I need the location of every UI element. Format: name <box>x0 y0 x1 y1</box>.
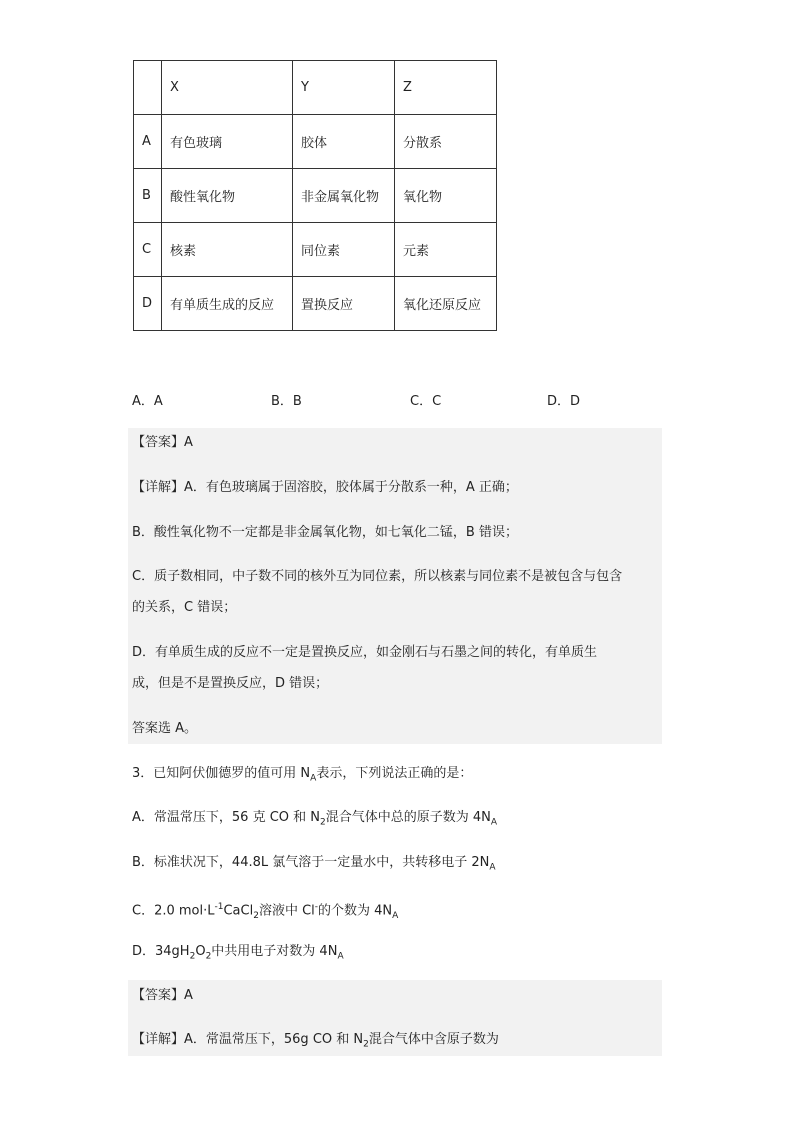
table-cell: 氧化物 <box>395 169 497 223</box>
q3-stem <box>132 764 472 789</box>
explain-text: 混合气体中含原子数为 <box>368 1032 499 1047</box>
option-text: A．常温常压下，56 克 CO 和 N <box>132 810 320 825</box>
table-header-y: Y <box>293 61 395 115</box>
table-header-row <box>134 61 497 115</box>
table-row <box>134 115 497 169</box>
option-c: C．C <box>410 394 442 409</box>
table-cell: 置换反应 <box>293 277 395 331</box>
table-cell: 有单质生成的反应 <box>162 277 293 331</box>
option-a: A．A <box>132 394 163 409</box>
subscript: 2 <box>189 951 196 962</box>
superscript: -1 <box>214 902 224 912</box>
explain-text: 【详解】A．常温常压下，56g CO 和 N <box>132 1032 364 1047</box>
table-row <box>134 169 497 223</box>
q3-stem-text: 3．已知阿伏伽德罗的值可用 N <box>132 766 311 781</box>
table-header-z: Z <box>395 61 497 115</box>
classification-table <box>133 60 497 331</box>
option-text: O <box>195 944 206 959</box>
q2-explain-line: D．有单质生成的反应不一定是置换反应，如金刚石与石墨之间的转化，有单质生 <box>132 645 598 660</box>
table-cell: A <box>134 115 162 169</box>
option-text: CaCl <box>223 903 254 919</box>
table-header-x: X <box>162 61 293 115</box>
q2-answer: 【答案】A <box>132 435 193 450</box>
table-cell: 酸性氧化物 <box>162 169 293 223</box>
subscript: 2 <box>205 951 212 962</box>
table-cell: 同位素 <box>293 223 395 277</box>
q2-options <box>132 390 662 410</box>
subscript: A <box>490 817 498 828</box>
option-d: D．D <box>547 394 581 409</box>
subscript: 2 <box>320 817 326 828</box>
q3-option-c <box>132 897 398 926</box>
q2-explain-line: 成，但是不是置换反应，D 错误； <box>132 676 329 691</box>
table-cell: 氧化还原反应 <box>395 277 497 331</box>
subscript: 2 <box>253 910 259 921</box>
table-cell: D <box>134 277 162 331</box>
table-cell <box>134 61 162 115</box>
superscript: - <box>314 902 319 912</box>
q3-explain-line <box>132 1030 499 1055</box>
subscript: A <box>337 951 344 962</box>
option-text: C．2.0 mol·L <box>132 903 215 919</box>
option-text: 溶液中 Cl <box>258 903 315 919</box>
table-cell: B <box>134 169 162 223</box>
q3-stem-text: 表示，下列说法正确的是： <box>316 766 473 781</box>
table-cell: 分散系 <box>395 115 497 169</box>
q2-explain-line: C．质子数相同，中子数不同的核外互为同位素，所以核素与同位素不是被包含与包含 <box>132 569 623 584</box>
q3-option-d <box>132 942 344 967</box>
option-text: 混合气体中总的原子数为 4N <box>325 810 491 825</box>
table-cell: 非金属氧化物 <box>293 169 395 223</box>
option-text: 的个数为 4N <box>318 903 393 919</box>
table-cell: 核素 <box>162 223 293 277</box>
q3-stem-sub: A <box>310 773 317 784</box>
option-b: B．B <box>271 394 302 409</box>
q2-conclusion: 答案选 A。 <box>132 721 198 736</box>
table-cell: 胶体 <box>293 115 395 169</box>
subscript: 2 <box>363 1039 369 1050</box>
q2-explain-line: B．酸性氧化物不一定都是非金属氧化物，如七氧化二锰，B 错误； <box>132 525 518 540</box>
q2-explain-line: 【详解】A．有色玻璃属于固溶胶，胶体属于分散系一种，A 正确； <box>132 480 518 495</box>
q3-option-b <box>132 853 496 878</box>
option-text: 中共用电子对数为 4N <box>211 944 338 959</box>
q3-option-a <box>132 808 497 833</box>
table-cell: 有色玻璃 <box>162 115 293 169</box>
table-row <box>134 277 497 331</box>
subscript: A <box>392 910 399 921</box>
q3-answer: 【答案】A <box>132 988 193 1003</box>
q2-explain-line: 的关系，C 错误； <box>132 600 237 615</box>
table-cell: C <box>134 223 162 277</box>
option-text: D．34gH <box>132 944 190 959</box>
subscript: A <box>489 862 496 873</box>
option-text: B．标准状况下，44.8L 氯气溶于一定量水中，共转移电子 2N <box>132 855 490 870</box>
table-row <box>134 223 497 277</box>
table-cell: 元素 <box>395 223 497 277</box>
